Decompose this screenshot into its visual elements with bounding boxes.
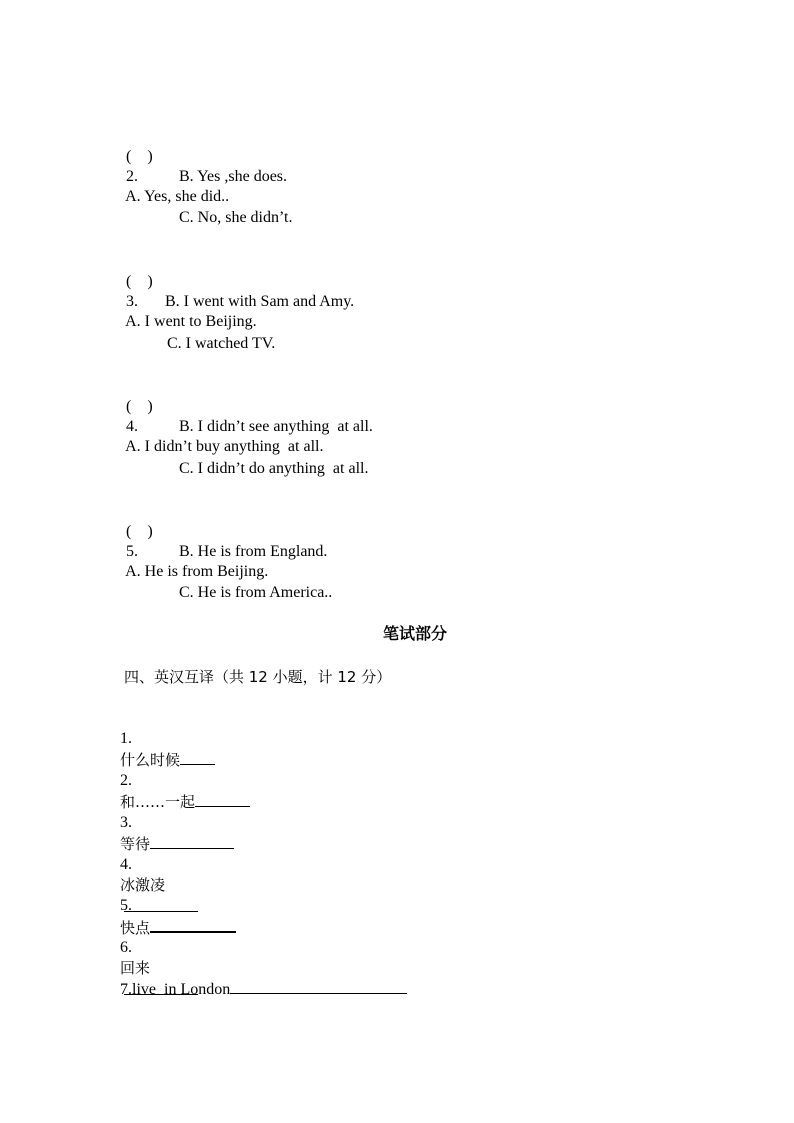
item-text: 快点 — [120, 919, 151, 937]
answer-blank[interactable] — [230, 978, 407, 994]
question-number: 4. — [126, 418, 138, 435]
item-text: 回来 — [120, 959, 151, 977]
answer-paren[interactable]: ( ) — [126, 523, 153, 540]
option-a: A. I didn’t buy anything at all. — [125, 438, 324, 455]
option-a: A. He is from Beijing. — [125, 563, 269, 580]
option-a: A. I went to Beijing. — [125, 313, 257, 330]
item-number: 4. — [120, 856, 132, 873]
item-number: 5. — [120, 897, 132, 914]
option-c: C. He is from America.. — [179, 584, 333, 601]
option-b: B. He is from England. — [179, 543, 328, 560]
item-text: live in London — [132, 981, 231, 998]
answer-paren[interactable]: ( ) — [126, 398, 153, 415]
item-number: 1. — [120, 730, 132, 747]
question-number: 5. — [126, 543, 138, 560]
option-c: C. No, she didn’t. — [179, 209, 293, 226]
item-text: 什么时候 — [120, 751, 181, 769]
written-part-title: 笔试部分 — [383, 624, 448, 643]
option-b: B. I didn’t see anything at all. — [179, 418, 373, 435]
item-text: 等待 — [120, 835, 151, 853]
item-number: 2. — [120, 772, 132, 789]
section-heading: 四、英汉互译（共 12 小题，计 12 分） — [124, 668, 392, 686]
option-a: A. Yes, she did.. — [125, 188, 230, 205]
option-b: B. I went with Sam and Amy. — [165, 293, 355, 310]
item-number: 6. — [120, 939, 132, 956]
option-b: B. Yes ,she does. — [179, 168, 288, 185]
answer-paren[interactable]: ( ) — [126, 148, 153, 165]
option-c: C. I didn’t do anything at all. — [179, 460, 369, 477]
item-text: 冰激凌 — [120, 876, 166, 894]
answer-paren[interactable]: ( ) — [126, 273, 153, 290]
item-number: 3. — [120, 814, 132, 831]
question-number: 2. — [126, 168, 138, 185]
option-c: C. I watched TV. — [167, 335, 276, 352]
question-number: 3. — [126, 293, 138, 310]
item-text: 和……一起 — [120, 793, 196, 811]
item-number: 7. — [120, 981, 132, 998]
translation-item-7 — [112, 958, 407, 1000]
